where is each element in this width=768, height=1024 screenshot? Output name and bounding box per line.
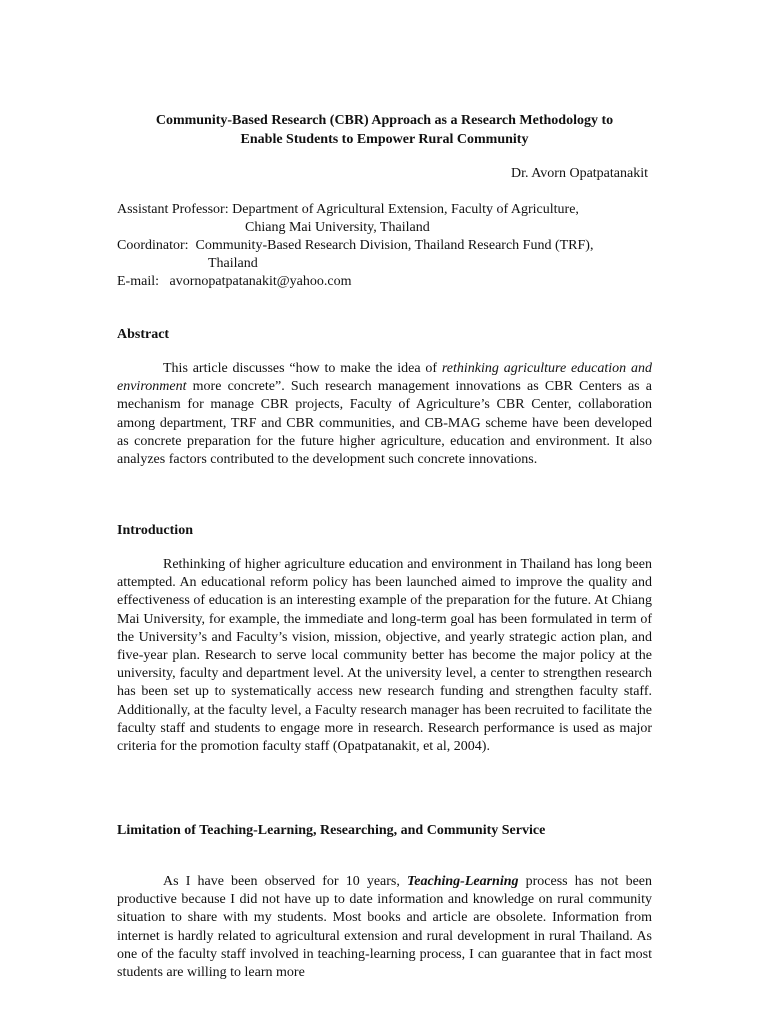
coordinator-line-2: Thailand — [208, 256, 258, 271]
limitation-paragraph: As I have been observed for 10 years, Teaching-Learning process has not been productive because I did not have up to date information and knowledge on rural community situation to share with my students. Most books and article are obsolete. Information from internet is hardly related to agricultural extension and rural development in rural Thailand. As one of the faculty staff involved in teaching-learning process, I can guarantee that in fact most students are willing to learn more — [117, 874, 652, 981]
author-name: Dr. Avorn Opatpatanakit — [511, 166, 648, 181]
abstract-heading: Abstract — [117, 327, 170, 342]
affiliation-email — [117, 273, 652, 291]
email-address: avornopatpatanakit@yahoo.com — [169, 274, 352, 289]
limitation-emphasis: Teaching-Learning — [407, 874, 519, 889]
abstract-emphasis: rethinking agriculture education and environment — [117, 361, 652, 395]
coordinator-label: Coordinator: — [117, 238, 189, 253]
limitation-heading: Limitation of Teaching-Learning, Researching, and Community Service — [117, 823, 546, 838]
position-line-2: Chiang Mai University, Thailand — [245, 220, 430, 235]
position-line-1: Department of Agricultural Extension, Faculty of Agriculture, — [232, 202, 579, 217]
email-label: E-mail: — [117, 274, 159, 289]
coordinator-line-1: Community-Based Research Division, Thailand Research Fund (TRF), — [195, 238, 594, 253]
title-line-1: Community-Based Research (CBR) Approach as a Research Methodology to — [155, 113, 614, 128]
introduction-heading: Introduction — [117, 523, 193, 538]
introduction-paragraph: Rethinking of higher agriculture education and environment in Thailand has long been attempted. An educational reform policy has been launched aimed to improve the quality and effectiveness of education is an interesting example of the preparation for the future. At Chiang Mai University, for example, the immediate and long-term goal has been formulated in term of the University’s and Faculty’s vision, mission, objective, and yearly strategic action plan, and five-year plan. Research to serve local community better has become the major policy at the university, faculty and department level. At the university level, a center to strengthen research has been set up to systematically access new research funding and strengthen faculty staff. Additionally, at the faculty level, a Faculty research manager has been recruited to facilitate the faculty staff and students to engage more in research. Research performance is used as major criteria for the promotion faculty staff (Opatpatanakit, et al, 2004). — [117, 557, 652, 755]
title-line-2: Enable Students to Empower Rural Community — [240, 132, 529, 147]
affiliation-coordinator — [117, 237, 652, 273]
paper-title — [117, 111, 652, 149]
affiliation-position — [117, 201, 652, 237]
position-label: Assistant Professor: — [117, 202, 229, 217]
abstract-paragraph: This article discusses “how to make the idea of rethinking agriculture education and environment more concrete”. Such research management innovations as CBR Centers as a mechanism for manage CBR projects, Faculty of Agriculture’s CBR Center, collaboration among department, TRF and CBR communities, and CB-MAG scheme have been developed as concrete preparation for the future higher agriculture, education and environment. It also analyzes factors contributed to the development such concrete innovations. — [117, 361, 652, 468]
